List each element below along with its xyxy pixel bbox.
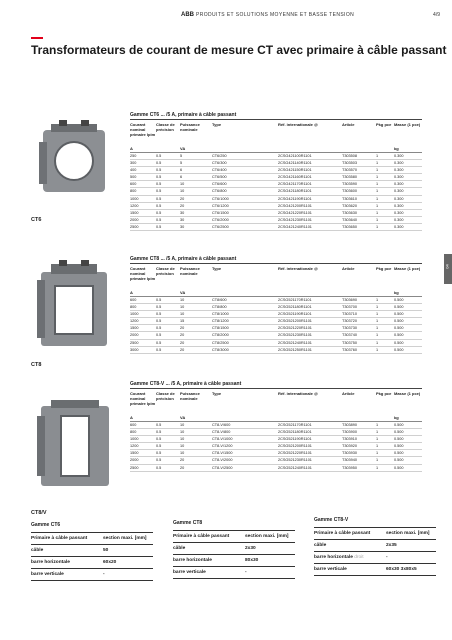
summary-title: Gamme CT8 [173,520,203,526]
ct8-table-title: Gamme CT8 ... /5 A, primaire à câble passant [130,256,422,264]
table-cell: 20 [180,333,185,338]
table-cell: CT6/500 [212,175,227,180]
table-cell: 1 [376,312,379,317]
table-cell: CT6/1000 [212,196,229,201]
table-cell: 1 [376,333,379,338]
table-header: Courant nominal primaire Ipim Classe de précision Puissance nominale Type Réf. internationale @ Article Pkg pce Masse (1 pce) [130,391,421,406]
table-row [130,457,422,464]
table-row [130,203,422,210]
table-cell: 400 [130,168,137,173]
table-cell: T303950 [342,465,357,470]
table-header: Courant nominal primaire Ipim Classe de précision Puissance nominale Type Réf. internationale @ Article Pkg pce Masse (1 pce) [130,266,421,281]
table-cell: 0.5 [156,451,162,456]
table-cell: 0.300 [394,224,404,229]
table-cell: 1500 [130,326,139,331]
table-cell: 20 [180,326,185,331]
table-cell: 0.300 [394,196,404,201]
table-cell: T303640 [342,217,357,222]
table-row [130,210,422,217]
table-cell: CT8/2000 [212,333,229,338]
ct8-summary: Gamme CT8 Primaire à câble passant section maxi. [mm] câble 2x30 barre horizontale 80x30 barre verticale - [173,520,295,579]
table-cell: 5 [180,161,183,166]
ct8-product-photo [31,260,121,352]
table-cell: 0.300 [394,154,404,158]
table-cell: 1000 [130,312,139,317]
table-cell: CT6/400 [212,168,227,173]
table-cell: 1 [376,217,379,222]
table-cell: 0.300 [394,189,404,194]
table-cell: 0.5 [156,437,162,442]
table-cell: 1200 [130,203,139,208]
table-cell: 2CSG421140R1101 [278,161,312,166]
units-row: A VA kg [130,290,422,297]
table-cell: T303710 [342,312,357,317]
table-cell: 2CSG521230R1101 [278,458,312,463]
table-cell: CT8-V/2500 [212,465,233,470]
table-cell: 2CSG421100R1101 [278,154,312,158]
units-row: A VA kg [130,146,422,153]
table-cell: 2CSG521250R1101 [278,347,312,352]
table-row [130,340,422,347]
table-cell: T303630 [342,210,357,215]
accent-bar [31,37,43,39]
table-cell: 1 [376,458,379,463]
table-cell: T303503 [342,161,357,166]
table-row [130,153,422,160]
table-cell: T303690 [342,298,357,302]
ct6-table-title: Gamme CT6 ... /5 A, primaire à câble passant [130,112,422,120]
ct6-table [130,112,422,231]
table-cell: T303650 [342,224,357,229]
table-cell: 0.300 [394,168,404,173]
table-cell: 1 [376,326,379,331]
ct8v-table [130,381,422,472]
table-cell: 0.5 [156,423,162,427]
table-cell: 0.500 [394,298,404,302]
table-cell: 800 [130,189,137,194]
table-cell: T303610 [342,196,357,201]
table-row [130,325,422,332]
table-cell: 1 [376,305,379,310]
table-header: Courant nominal primaire Ipim Classe de précision Puissance nominale Type Réf. internationale @ Article Pkg pce Masse (1 pce) [130,122,421,137]
table-cell: 0.300 [394,161,404,166]
table-cell: 1 [376,154,379,158]
table-row [130,304,422,311]
table-row [130,318,422,325]
table-cell: 0.5 [156,203,162,208]
table-cell: 6 [180,175,183,180]
table-cell: 600 [130,182,137,187]
table-cell: 1 [376,175,379,180]
table-row [130,196,422,203]
table-cell: 10 [180,430,185,435]
table-cell: 2CSG421240R1101 [278,224,312,229]
table-cell: 600 [130,298,137,302]
table-cell: 0.5 [156,298,162,302]
table-cell: 0.500 [394,347,404,352]
table-cell: 0.500 [394,312,404,317]
table-cell: CT6/2000 [212,217,229,222]
table-cell: CT8-V/1000 [212,437,233,442]
table-cell: 1500 [130,210,139,215]
page-number: 4/9 [433,12,440,18]
table-cell: 2CSG521170R1101 [278,298,312,302]
table-row [130,217,422,224]
table-cell: 2CSG521200R1101 [278,444,312,449]
table-cell: 2CSG521190R1101 [278,312,312,317]
table-row [130,224,422,231]
table-cell: 600 [130,423,137,427]
table-cell: CT8-V/1200 [212,444,233,449]
summary-title: Gamme CT8-V [314,517,349,523]
ct6-label: CT6 [31,217,42,223]
table-cell: 0.5 [156,319,162,324]
table-row [130,465,422,472]
table-cell: 0.500 [394,465,404,470]
table-cell: CT8/600 [212,298,227,302]
page-header [0,12,452,24]
table-cell: 0.5 [156,312,162,317]
table-cell: 2CSG521190R1101 [278,437,312,442]
table-cell: 1 [376,423,379,427]
ct8-table [130,256,422,354]
table-cell: 1 [376,168,379,173]
table-cell: T303920 [342,444,357,449]
table-cell: 0.500 [394,458,404,463]
table-cell: 2CSG521200R1101 [278,319,312,324]
table-cell: 15 [180,319,185,324]
table-cell: T303900 [342,430,357,435]
table-cell: CT8/800 [212,305,227,310]
table-cell: 300 [130,161,137,166]
table-cell: 0.5 [156,168,162,173]
table-cell: 0.500 [394,430,404,435]
table-cell: 2CSG521180R1101 [278,430,312,435]
table-cell: 0.5 [156,210,162,215]
table-cell: 20 [180,196,185,201]
table-cell: 0.5 [156,340,162,345]
table-row [130,443,422,450]
table-cell: 3000 [130,347,139,352]
table-row [130,429,422,436]
table-cell: 2CSG521180R1101 [278,305,312,310]
table-row [130,347,422,354]
table-cell: 0.5 [156,224,162,229]
table-cell: 2CSG521240R1101 [278,340,312,345]
table-cell: 20 [180,340,185,345]
table-cell: 30 [180,217,185,222]
table-cell: 10 [180,189,185,194]
table-cell: 10 [180,423,185,427]
ct8v-table-title: Gamme CT8-V ... /5 A, primaire à câble passant [130,381,422,389]
table-cell: 0.500 [394,340,404,345]
table-cell: 0.500 [394,444,404,449]
table-cell: 0.500 [394,437,404,442]
table-cell: 1 [376,210,379,215]
table-cell: T303890 [342,423,357,427]
table-cell: 10 [180,305,185,310]
table-cell: 2CSG421230R1101 [278,217,312,222]
table-cell: 2500 [130,465,139,470]
table-cell: 1 [376,347,379,352]
table-cell: 0.5 [156,217,162,222]
table-cell: T303580 [342,175,357,180]
table-cell: 1000 [130,437,139,442]
page-title: Transformateurs de courant de mesure CT avec primaire à câble passant [31,43,447,57]
table-cell: 2CSG421220R1101 [278,210,312,215]
table-cell: 0.500 [394,423,404,427]
table-row [130,436,422,443]
brand-logo: ABB [181,12,194,18]
table-cell: 0.500 [394,319,404,324]
table-cell: 1200 [130,319,139,324]
table-cell: T303620 [342,203,357,208]
table-row [130,181,422,188]
table-cell: 0.5 [156,465,162,470]
table-cell: T303720 [342,319,357,324]
table-cell: 0.5 [156,326,162,331]
table-cell: 10 [180,451,185,456]
table-cell: 6 [180,168,183,173]
table-cell: 1 [376,224,379,229]
ct8v-summary: Gamme CT8-V Primaire à câble passant section maxi. [mm] câble 2x35 barre horizontale droit - barre verticale 60x30 3x80x5 [314,517,436,576]
table-cell: 1500 [130,451,139,456]
table-cell: 1 [376,430,379,435]
ct6-summary: Gamme CT6 Primaire à câble passant section maxi. [mm] câble 50 barre horizontale 60x20 barre verticale - [31,522,153,581]
table-cell: 0.5 [156,444,162,449]
table-cell: 20 [180,203,185,208]
table-cell: 0.5 [156,154,162,158]
table-cell: CT8/1500 [212,326,229,331]
table-row [130,167,422,174]
table-cell: 2500 [130,340,139,345]
table-row [130,160,422,167]
table-cell: 2CSG421160R1101 [278,175,312,180]
ct8-label: CT8 [31,362,42,368]
table-row [130,332,422,339]
table-cell: T303570 [342,168,357,173]
table-cell: T303940 [342,458,357,463]
table-cell: 0.5 [156,196,162,201]
table-cell: 500 [130,175,137,180]
table-cell: 0.500 [394,326,404,331]
table-cell: 1000 [130,196,139,201]
table-cell: 1 [376,298,379,302]
table-cell: 20 [180,465,185,470]
table-cell: 0.500 [394,451,404,456]
table-cell: 1 [376,161,379,166]
table-cell: 0.5 [156,182,162,187]
table-cell: 10 [180,298,185,302]
table-cell: 2CSG421190R1101 [278,196,312,201]
table-cell: 20 [180,458,185,463]
ct8v-label: CT8/V [31,510,47,516]
table-cell: T303930 [342,451,357,456]
table-cell: 0.300 [394,210,404,215]
table-row [130,311,422,318]
table-cell: 2000 [130,217,139,222]
table-cell: 1 [376,182,379,187]
table-cell: 0.5 [156,189,162,194]
summary-title: Gamme CT6 [31,522,61,528]
table-cell: CT6/250 [212,154,227,158]
table-cell: CT8/2500 [212,340,229,345]
table-cell: 0.500 [394,333,404,338]
table-cell: 2CSG521240R1101 [278,465,312,470]
table-row [130,422,422,429]
table-cell: T303730 [342,326,357,331]
header-title: PRODUITS ET SOLUTIONS MOYENNE ET BASSE TENSION [196,12,355,18]
table-cell: 2000 [130,333,139,338]
table-cell: CT8-V/2000 [212,458,233,463]
table-cell: T303740 [342,333,357,338]
table-cell: 800 [130,430,137,435]
table-cell: CT8/3000 [212,347,229,352]
table-cell: 0.5 [156,347,162,352]
ct8v-product-photo [31,398,121,494]
table-cell: T303910 [342,437,357,442]
table-cell: T303760 [342,347,357,352]
table-cell: CT6/800 [212,189,227,194]
table-cell: 10 [180,444,185,449]
table-cell: 2CSG421150R1101 [278,168,312,173]
table-cell: CT8/1000 [212,312,229,317]
table-cell: 2CSG521220R1101 [278,451,312,456]
table-cell: CT8-V/1500 [212,451,233,456]
table-cell: 0.5 [156,175,162,180]
table-cell: CT6/300 [212,161,227,166]
table-cell: 1 [376,451,379,456]
table-row [130,450,422,457]
table-cell: CT8-V/600 [212,423,231,427]
table-cell: 0.300 [394,182,404,187]
table-cell: CT6/1500 [212,210,229,215]
table-row [130,174,422,181]
table-cell: CT8-V/800 [212,430,231,435]
table-cell: 1 [376,437,379,442]
table-cell: 10 [180,437,185,442]
table-cell: 0.5 [156,161,162,166]
ct6-product-photo [31,120,121,200]
table-cell: 0.5 [156,430,162,435]
table-cell: 0.300 [394,217,404,222]
table-cell: 1 [376,189,379,194]
table-cell: 2CSG421200R1101 [278,203,312,208]
table-cell: 10 [180,182,185,187]
table-cell: 1200 [130,444,139,449]
table-cell: T303590 [342,182,357,187]
table-cell: CT6/2500 [212,224,229,229]
table-cell: 30 [180,224,185,229]
table-cell: 0.5 [156,305,162,310]
table-cell: 2500 [130,224,139,229]
table-cell: T303600 [342,189,357,194]
table-cell: CT6/1200 [212,203,229,208]
table-cell: 0.500 [394,305,404,310]
table-cell: 20 [180,347,185,352]
table-cell: 5 [180,154,183,158]
table-cell: 0.5 [156,458,162,463]
table-row [130,188,422,195]
table-cell: 2CSG521170R1101 [278,423,312,427]
table-cell: 2CSG521220R1101 [278,326,312,331]
table-cell: CT8/1200 [212,319,229,324]
table-cell: 2CSG421180R1101 [278,189,312,194]
table-cell: 250 [130,154,137,158]
table-cell: 1 [376,319,379,324]
table-cell: T303750 [342,340,357,345]
table-cell: 0.300 [394,203,404,208]
table-cell: T303700 [342,305,357,310]
table-cell: 800 [130,305,137,310]
table-cell: 30 [180,210,185,215]
table-cell: 1 [376,196,379,201]
table-cell: 2000 [130,458,139,463]
table-cell: 0.5 [156,333,162,338]
table-cell: 1 [376,340,379,345]
table-cell: CT6/600 [212,182,227,187]
table-cell: 0.300 [394,175,404,180]
table-cell: T303508 [342,154,357,158]
table-cell: 1 [376,203,379,208]
units-row: A VA kg [130,415,422,422]
table-cell: 10 [180,312,185,317]
table-cell: 2CSG521230R1101 [278,333,312,338]
section-tab: 04 [444,254,452,284]
table-cell: 1 [376,444,379,449]
table-cell: 2CSG421170R1101 [278,182,312,187]
table-cell: 1 [376,465,379,470]
table-row [130,297,422,304]
